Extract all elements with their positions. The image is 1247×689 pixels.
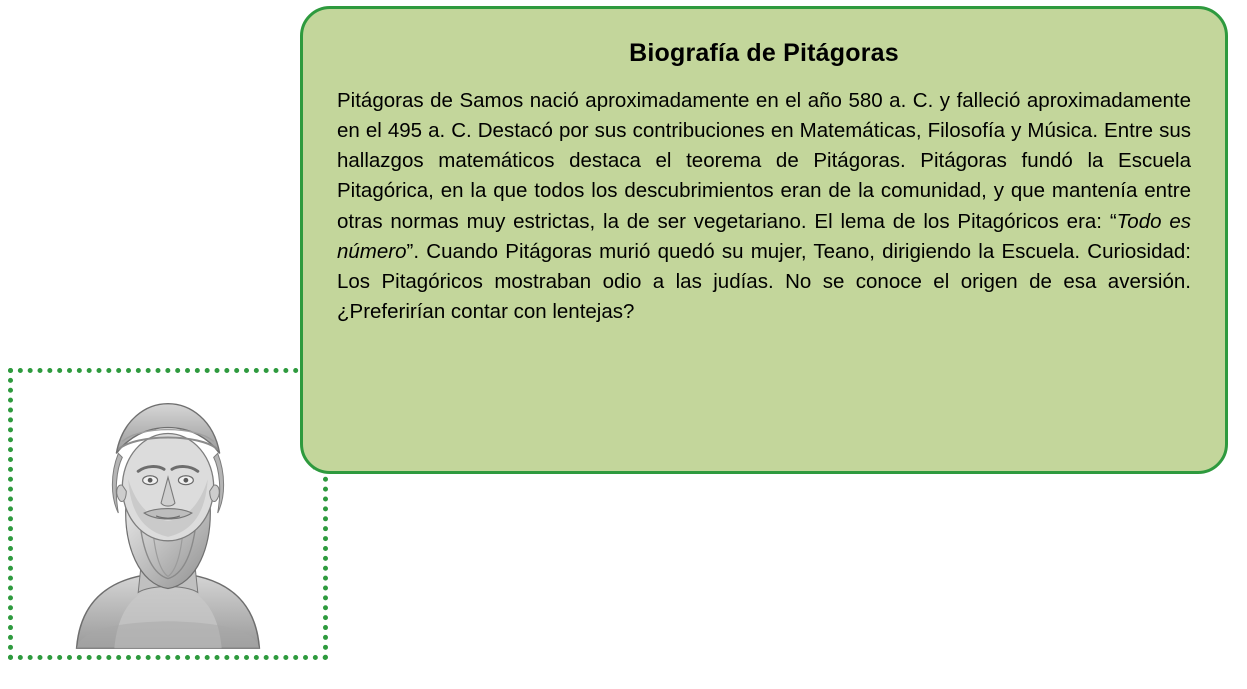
- callout-motto: Todo es número: [337, 209, 1191, 263]
- biography-callout: [300, 6, 1228, 474]
- pythagoras-bust-image: [19, 379, 317, 649]
- callout-body-part1: Pitágoras de Samos nació aproximadamente en el año 580 a. C. y falleció aproximadamente en el 495 a. C. Destacó por sus contribuciones en Matemáticas, Filosofía y Música. Entre sus hallazgos matemáticos destaca el teorema de Pitágoras. Pitágoras fundó la Escuela Pitagórica, en la que todos los descubrimientos eran de la comunidad, y que mantenía entre otras normas muy estrictas, la de ser vegetariano. El lema de los Pitagóricos era: “: [337, 89, 1191, 233]
- bust-illustration: [19, 379, 317, 649]
- callout-body-part2: ”. Cuando Pitágoras murió quedó su mujer, Teano, dirigiendo la Escuela. Curiosidad: Los Pitagóricos mostraban odio a las judías. No se conoce el origen de esa aversión. ¿Preferirían contar con lentejas?: [337, 239, 1191, 323]
- portrait-frame: [8, 368, 328, 660]
- callout-title: Biografía de Pitágoras: [629, 39, 899, 67]
- callout-body: [337, 86, 1191, 327]
